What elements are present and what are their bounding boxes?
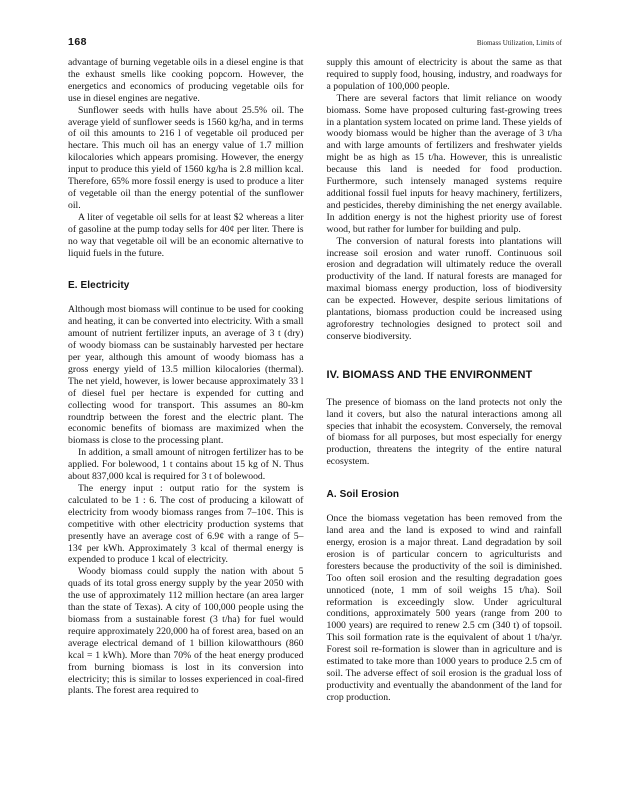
paragraph: supply this amount of electricity is about the same as that required to supply food, housing, industry, and roadways for a population of 100,000 people. bbox=[326, 57, 562, 92]
text-columns bbox=[68, 57, 562, 704]
running-header bbox=[68, 36, 562, 48]
left-column bbox=[68, 57, 304, 704]
section-heading: E. Electricity bbox=[68, 280, 130, 292]
paragraph: advantage of burning vegetable oils in a diesel engine is that the exhaust smells like cooking popcorn. However, the energetics and economics of producing vegetable oils for use in diesel engines are negative. bbox=[68, 57, 304, 104]
paragraph: Sunflower seeds with hulls have about 25.5% oil. The average yield of sunflower seeds is 1560 kg/ha, and in terms of oil this amounts to 216 l of vegetable oil produced per hectare. This much oil has an energy value of 1.7 million kilocalories which appears promising. However, the energy input to produce this yield of 1560 kg/ha is 2.8 million kcal. Therefore, 65% more fossil energy is used to produce a liter of vegetable oil than the energy potential of the sunflower oil. bbox=[68, 104, 304, 211]
paragraph: Woody biomass could supply the nation with about 5 quads of its total gross energy supply by the year 2050 with the use of approximately 112 million hectare (an area larger than the state of Texas). A city of 100,000 people using the biomass from a sustainable forest (3 t/ha) for fuel would require approximately 220,000 ha of forest area, based on an average electrical demand of 1 billion kilowatthours (860 kcal = 1 kWh). More than 70% of the heat energy produced from burning biomass is lost in its conversion into electricity; this is similar to losses experienced in coal-fired plants. The forest area required to bbox=[68, 566, 304, 697]
paragraph: The conversion of natural forests into plantations will increase soil erosion and water runoff. Continuous soil erosion and degradation will ultimately reduce the overall productivity of the land. If natural forests are managed for maximal biomass energy production, loss of biodiversity can be expected. However, despite serious limitations of plantations, biomass production could be increased using agroforestry technologies designed to protect soil and conserve biodiversity. bbox=[326, 235, 562, 342]
right-column bbox=[327, 57, 563, 704]
page-number: 168 bbox=[68, 36, 88, 48]
section-heading: A. Soil Erosion bbox=[326, 489, 400, 501]
paragraph: A liter of vegetable oil sells for at least $2 whereas a liter of gasoline at the pump today sells for 40¢ per liter. There is no way that vegetable oil will be an economic alternative to liquid fuels in the future. bbox=[68, 211, 304, 259]
paragraph: Once the biomass vegetation has been removed from the land area and the land is exposed to wind and rainfall energy, erosion is a major threat. Land degradation by soil erosion is of particular concern to agriculturists and foresters because the productivity of the soil is diminished. Too often soil erosion and the resulting degradation goes unnoticed (note, 1 mm of soil weighs 15 t/ha). Soil reformation is exceedingly slow. Under agricultural conditions, approximately 500 years (range from 200 to 1000 years) are required to renew 2.5 cm (340 t) of topsoil. This soil formation rate is the equivalent of about 1 t/ha/yr. Forest soil re-formation is slower than in agriculture and is estimated to take more than 1000 years to produce 2.5 cm of soil. The adverse effect of soil erosion is the gradual loss of productivity and eventually the abandonment of the land for crop production. bbox=[326, 513, 562, 703]
running-head-title: Biomass Utilization, Limits of bbox=[476, 39, 562, 47]
paragraph: The presence of biomass on the land protects not only the land it covers, but also the natural interactions among all species that inhabit the ecosystem. Conversely, the removal of biomass for all purposes, but most especially for energy production, threatens the integrity of the entire natural ecosystem. bbox=[326, 396, 562, 468]
paragraph: The energy input : output ratio for the system is calculated to be 1 : 6. The cost of producing a kilowatt of electricity from woody biomass ranges from 7–10¢. This is competitive with other electricity production systems that presently have an average cost of 6.9¢ with a range of 5–13¢ per kWh. Approximately 3 kcal of thermal energy is expended to produce 1 kcal of electricity. bbox=[68, 483, 304, 566]
paragraph: In addition, a small amount of nitrogen fertilizer has to be applied. For bolewood, 1 t contains about 15 kg of N. Thus about 837,000 kcal is required for 3 t of bolewood. bbox=[68, 447, 304, 483]
section-heading: IV. BIOMASS AND THE ENVIRONMENT bbox=[326, 368, 533, 381]
paragraph: Although most biomass will continue to be used for cooking and heating, it can be converted into electricity. With a small amount of nutrient fertilizer inputs, an average of 3 t (dry) of woody biomass can be sustainably harvested per hectare per year, although this amount of woody biomass has a gross energy yield of 13.5 million kilocalories (thermal). The net yield, however, is lower because approximately 33 l of diesel fuel per hectare is expended for cutting and collecting wood for transport. This assumes an 80-km roundtrip between the forest and the electric plant. The economic benefits of biomass are maximized when the biomass is close to the processing plant. bbox=[68, 304, 304, 447]
paragraph: There are several factors that limit reliance on woody biomass. Some have proposed culturing fast-growing trees in a plantation system located on prime land. These yields of woody biomass would be higher than the average of 3 t/ha and with large amounts of fertilizers and freshwater yields might be as high as 15 t/ha. However, this is unrealistic because this land is needed for food production. Furthermore, such intensely managed systems require additional fossil fuel inputs for heavy machinery, fertilizers, and pesticides, thereby diminishing the net energy available. In addition energy is not the highest priority use of forest wood, but rather for lumber for building and pulp. bbox=[326, 92, 562, 235]
